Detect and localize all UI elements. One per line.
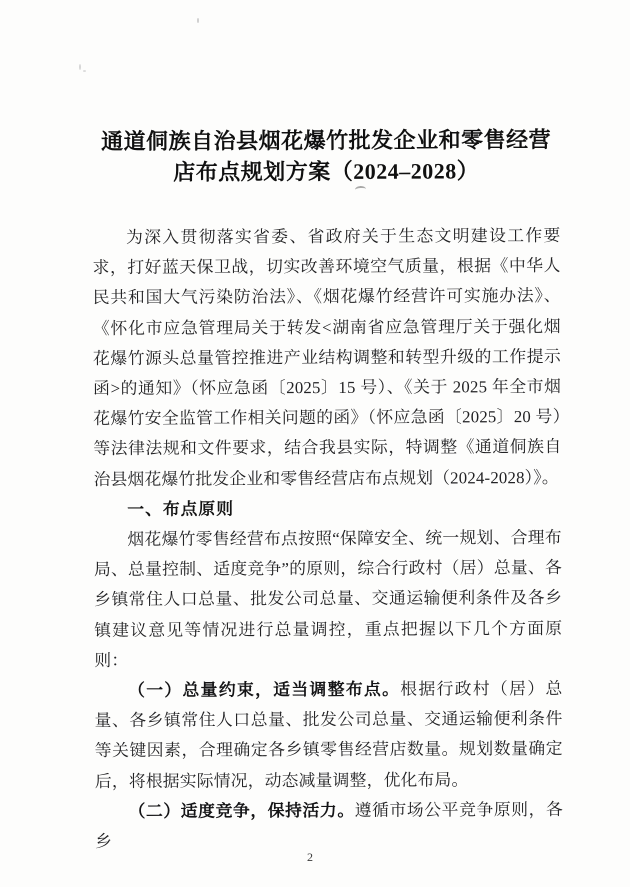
document-title <box>92 124 560 188</box>
document-title-line-1: 通道侗族自治县烟花爆竹批发企业和零售经营 <box>100 127 552 154</box>
document-body <box>92 221 563 857</box>
document-content <box>92 124 563 857</box>
principle-item-2-lead: （二）适度竞争，保持活力。 <box>128 800 355 821</box>
scan-speck <box>79 64 81 70</box>
principle-item-1-lead: （一）总量约束，适当调整布点。 <box>128 679 401 700</box>
scan-speck <box>83 70 86 72</box>
paragraph-principle-item-2 <box>95 795 563 857</box>
scan-speck <box>197 18 199 23</box>
section-heading-layout-principles: 一、布点原则 <box>127 499 235 519</box>
paragraph-principle-item-1 <box>94 674 563 797</box>
principle-item-2-text: 遵循市场公平竞争原则，各乡 <box>95 799 564 852</box>
paragraph-intro: 为深入贯彻落实省委、省政府关于生态文明建设工作要求，打好蓝天保卫战，切实改善环境空气质量，根据《中华人民共和国大气污染防治法》、《烟花爆竹经营许可实施办法》、《怀化市应急管理局关于转发<湖南省应急管理厅关于强化烟花爆竹源头总量管控推进产业结构调整和转型升级的工作提示函>的通知》（怀应急函〔2025〕15 号）、《关于 2025 年全市烟花爆竹安全监管工作相关问题的函》（怀应急函〔2025〕20 号）等法律法规和文件要求，结合我县实际，特调整《通道侗族自治县烟花爆竹批发企业和零售经营店布点规划（2024-2028）》。 <box>92 225 562 489</box>
paragraph-principles-overview: 烟花爆竹零售经营布点按照“保障安全、统一规划、合理布局、总量控制、适度竞争”的原则，综合行政村（居）总量、各乡镇常住人口总量、批发公司总量、交通运输便利条件及各乡镇建议意见等情况进行总量调控，重点把握以下几个方面原则： <box>93 528 563 670</box>
page-number: 2 <box>307 850 313 864</box>
principle-item-1-text: 根据行政村（居）总量、各乡镇常住人口总量、批发公司总量、交通运输便利条件等关键因素，合理确定各乡镇零售经营店数量。规划数量确定后，将根据实际情况，动态减量调整，优化布局。 <box>94 679 563 791</box>
document-title-line-2: 店布点规划方案（2024–2028） <box>173 158 480 185</box>
